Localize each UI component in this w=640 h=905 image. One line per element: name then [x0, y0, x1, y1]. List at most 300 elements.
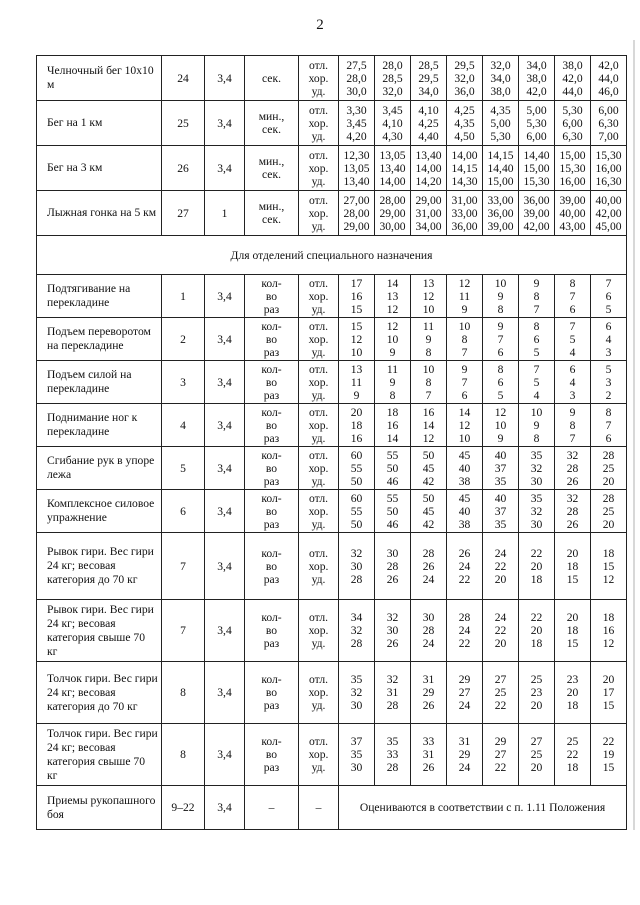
value: 7: [605, 418, 612, 432]
marks-stack: [299, 611, 338, 650]
value-stack: [411, 735, 446, 774]
value: 13,05: [343, 161, 370, 175]
value: 17: [350, 276, 363, 290]
unit-line: во: [265, 289, 278, 303]
mark-label: хор.: [308, 71, 329, 85]
category-cell: 3,4: [205, 662, 245, 724]
unit-line: во: [265, 375, 278, 389]
value: 5: [569, 332, 576, 346]
value-cell: [339, 404, 375, 447]
value: 18: [602, 611, 615, 624]
value: 25: [602, 504, 615, 518]
value: 6,00: [562, 116, 583, 130]
value: 16: [350, 431, 363, 445]
value: 28,00: [343, 206, 370, 220]
value-stack: [483, 735, 518, 774]
value: 12: [602, 637, 615, 650]
value: 27: [494, 748, 507, 761]
value-stack: [339, 735, 374, 774]
value: 19: [602, 748, 615, 761]
value-cell: [483, 600, 519, 662]
value: 29,5: [418, 71, 439, 85]
value-cell: [339, 533, 375, 600]
value-stack: [411, 104, 446, 143]
value-stack: [375, 673, 410, 712]
value-stack: [555, 194, 590, 233]
unit-stack: [245, 673, 298, 712]
mark-label: хор.: [308, 289, 329, 303]
value: 28: [350, 572, 363, 586]
mark-label: отл.: [308, 546, 329, 560]
value: 30,00: [379, 219, 406, 233]
value: 24: [494, 611, 507, 624]
marks-stack: [299, 492, 338, 531]
category-cell: 3,4: [205, 361, 245, 404]
value-stack: [411, 449, 446, 488]
value-cell: [447, 404, 483, 447]
value-stack: [411, 277, 446, 316]
exercise-name: Лыжная гонка на 5 км: [37, 191, 162, 236]
category-cell: 3,4: [205, 56, 245, 101]
value: 32,0: [454, 71, 475, 85]
value-stack: [555, 104, 590, 143]
value: 27: [530, 735, 543, 748]
value: 10: [494, 418, 507, 432]
marks-cell: [299, 404, 339, 447]
mark-label: уд.: [311, 761, 326, 774]
marks-cell: [299, 56, 339, 101]
value: 8: [425, 375, 432, 389]
value: 35: [494, 517, 507, 531]
value: 33,00: [487, 193, 514, 207]
value-stack: [555, 735, 590, 774]
value: 20: [602, 474, 615, 488]
value: 25: [566, 735, 579, 748]
value: 15: [566, 572, 579, 586]
value: 40: [494, 448, 507, 462]
unit-cell: [245, 447, 299, 490]
value: 31,00: [451, 193, 478, 207]
value: 11: [386, 362, 399, 376]
unit-stack: [245, 110, 298, 136]
value-stack: [375, 547, 410, 586]
value-cell: [339, 101, 375, 146]
value: 50: [386, 461, 399, 475]
value-cell: [591, 361, 627, 404]
value: 42,0: [526, 84, 547, 98]
value: 2: [605, 388, 612, 402]
value-stack: [339, 59, 374, 98]
value: 22: [602, 735, 615, 748]
value-cell: [447, 724, 483, 786]
value: 4,10: [418, 103, 439, 117]
value-cell: [555, 101, 591, 146]
value-cell: [483, 275, 519, 318]
exercise-name: Подъем переворотом на перекладине: [37, 318, 162, 361]
table-row: [37, 56, 627, 101]
value-cell: [339, 361, 375, 404]
category-cell: 3,4: [205, 533, 245, 600]
value: 4,50: [454, 129, 475, 143]
value: 7: [569, 431, 576, 445]
value: 4,25: [454, 103, 475, 117]
value-stack: [375, 611, 410, 650]
value-stack: [375, 59, 410, 98]
value: 6,00: [526, 129, 547, 143]
value: 14: [386, 431, 399, 445]
value: 28: [566, 461, 579, 475]
category-cell: 3,4: [205, 600, 245, 662]
exercise-number: 7: [162, 600, 205, 662]
value: 29: [458, 748, 471, 761]
value: 38: [458, 474, 471, 488]
value: 12: [602, 572, 615, 586]
value-cell: [375, 724, 411, 786]
value: 55: [386, 448, 399, 462]
value-stack: [375, 194, 410, 233]
table-row: [37, 191, 627, 236]
value: 14: [422, 418, 435, 432]
marks-cell: [299, 191, 339, 236]
value: 6: [461, 388, 468, 402]
value: 12: [422, 289, 435, 303]
value: 4,35: [454, 116, 475, 130]
value-cell: [375, 146, 411, 191]
value: 50: [350, 474, 363, 488]
value: 22: [494, 699, 507, 712]
mark-label: отл.: [308, 58, 329, 72]
value: 42: [422, 474, 435, 488]
marks-stack: [299, 104, 338, 143]
table-row: [37, 724, 627, 786]
value: 6: [497, 375, 504, 389]
marks-cell: [299, 533, 339, 600]
exercise-number: 4: [162, 404, 205, 447]
value-stack: [519, 59, 554, 98]
value: 36,00: [451, 219, 478, 233]
value: 31: [386, 686, 399, 699]
value: 5: [533, 375, 540, 389]
value: 5,00: [526, 103, 547, 117]
value: 26: [422, 559, 435, 573]
value-stack: [555, 673, 590, 712]
value-cell: [519, 600, 555, 662]
value-cell: [411, 724, 447, 786]
value-cell: [375, 361, 411, 404]
value: 6: [569, 362, 576, 376]
value-cell: [483, 724, 519, 786]
category-cell: 3,4: [205, 275, 245, 318]
value-cell: [375, 447, 411, 490]
category-cell: 3,4: [205, 786, 245, 830]
value-stack: [375, 735, 410, 774]
value: 30: [350, 761, 363, 774]
value: 15: [602, 761, 615, 774]
value: 29,00: [415, 193, 442, 207]
exercise-name: Комплексное силовое упражнение: [37, 490, 162, 533]
value-stack: [591, 492, 626, 531]
value: 20: [566, 611, 579, 624]
unit-cell: [245, 600, 299, 662]
value-cell: [483, 662, 519, 724]
unit-line: во: [265, 461, 278, 475]
value: 10: [530, 405, 543, 419]
value: 42,00: [523, 219, 550, 233]
value-cell: [447, 490, 483, 533]
unit-line: кол-: [261, 448, 282, 462]
exercise-number: 25: [162, 101, 205, 146]
value-cell: [447, 662, 483, 724]
value: 9: [389, 345, 396, 359]
value: 45: [422, 461, 435, 475]
value: 12: [386, 302, 399, 316]
unit-line: раз: [263, 699, 280, 712]
value-cell: [339, 662, 375, 724]
value: 46,0: [598, 84, 619, 98]
value: 50: [422, 448, 435, 462]
marks-stack: [299, 735, 338, 774]
value: 6: [569, 302, 576, 316]
value: 18: [386, 405, 399, 419]
exercise-number: 1: [162, 275, 205, 318]
value-stack: [555, 277, 590, 316]
value: 5,30: [562, 103, 583, 117]
value: 42: [422, 517, 435, 531]
category-cell: 3,4: [205, 101, 245, 146]
mark-label: отл.: [308, 405, 329, 419]
value: 60: [350, 491, 363, 505]
value-stack: [483, 673, 518, 712]
value: 20: [494, 572, 507, 586]
value: 6: [497, 345, 504, 359]
value-cell: [339, 318, 375, 361]
value: 50: [350, 517, 363, 531]
value: 11: [458, 289, 471, 303]
exercise-name: Сгибание рук в упоре лежа: [37, 447, 162, 490]
value: 31: [422, 748, 435, 761]
value: 35: [350, 673, 363, 686]
value-stack: [591, 611, 626, 650]
value: 34,00: [415, 219, 442, 233]
value: 8: [533, 289, 540, 303]
value-cell: [591, 404, 627, 447]
value-stack: [375, 149, 410, 188]
value: 18: [530, 572, 543, 586]
value: 4,30: [382, 129, 403, 143]
value-stack: [447, 449, 482, 488]
marks-stack: [299, 449, 338, 488]
value: 7: [461, 345, 468, 359]
value: 24: [458, 761, 471, 774]
unit-line: мин.,: [258, 110, 285, 123]
value-stack: [411, 611, 446, 650]
value-stack: [375, 449, 410, 488]
value: 38,0: [562, 58, 583, 72]
value-cell: [411, 56, 447, 101]
value: 38: [458, 517, 471, 531]
value-stack: [591, 547, 626, 586]
value-stack: [447, 673, 482, 712]
value: 40,00: [559, 206, 586, 220]
value: 16,30: [595, 174, 622, 188]
value: 12: [458, 276, 471, 290]
value-cell: [375, 56, 411, 101]
value-stack: [375, 320, 410, 359]
value-cell: [591, 191, 627, 236]
marks-cell: [299, 146, 339, 191]
value-stack: [483, 547, 518, 586]
value: 32: [350, 686, 363, 699]
exercise-number: 8: [162, 662, 205, 724]
unit-line: раз: [263, 474, 280, 488]
value: 45: [458, 448, 471, 462]
exercise-name: Подъем силой на перекладине: [37, 361, 162, 404]
value: 8: [533, 319, 540, 333]
value: 55: [350, 504, 363, 518]
value: 14,00: [415, 161, 442, 175]
value: 38,0: [490, 84, 511, 98]
value: 39,00: [559, 193, 586, 207]
value: 24: [494, 546, 507, 560]
value-stack: [375, 277, 410, 316]
marks-stack: [299, 547, 338, 586]
value: 14,40: [487, 161, 514, 175]
value: 31: [422, 673, 435, 686]
unit-stack: [245, 735, 298, 774]
value-cell: [555, 361, 591, 404]
value: 25: [602, 461, 615, 475]
value: 32: [566, 491, 579, 505]
value: 34,0: [418, 84, 439, 98]
unit-line: раз: [263, 431, 280, 445]
value-stack: [411, 194, 446, 233]
unit-stack: [245, 611, 298, 650]
table-row: [37, 490, 627, 533]
value: 7: [425, 388, 432, 402]
exercise-name: Рывок гири. Вес гири 24 кг; весовая категория свыше 70 кг: [37, 600, 162, 662]
value-stack: [375, 104, 410, 143]
value: 11: [350, 375, 363, 389]
value-cell: [519, 404, 555, 447]
unit-line: кол-: [261, 362, 282, 376]
value: 3,45: [382, 103, 403, 117]
value-cell: [483, 191, 519, 236]
table-row: [37, 447, 627, 490]
value: 24: [422, 572, 435, 586]
value-cell: [591, 447, 627, 490]
value: 30: [350, 699, 363, 712]
value: 30: [530, 517, 543, 531]
unit-line: во: [265, 418, 278, 432]
value: 39,00: [487, 219, 514, 233]
value: 29: [422, 686, 435, 699]
value-stack: [483, 277, 518, 316]
value-stack: [447, 320, 482, 359]
exercise-number: 24: [162, 56, 205, 101]
mark-label: уд.: [311, 637, 326, 650]
value: 24: [458, 699, 471, 712]
value: 29: [494, 735, 507, 748]
value: 3,45: [346, 116, 367, 130]
value: 42,0: [562, 71, 583, 85]
value-cell: [411, 600, 447, 662]
value: 5: [605, 302, 612, 316]
table-row: [37, 101, 627, 146]
exercise-name: Поднимание ног к перекладине: [37, 404, 162, 447]
marks-stack: [299, 320, 338, 359]
value: 28: [350, 637, 363, 650]
scan-edge-line: [633, 40, 635, 830]
value: 15: [602, 699, 615, 712]
marks-cell: [299, 101, 339, 146]
value: 8: [461, 332, 468, 346]
value-stack: [339, 406, 374, 445]
value: 14,00: [451, 148, 478, 162]
value: 20: [602, 517, 615, 531]
value: 15,00: [487, 174, 514, 188]
marks-cell: [299, 724, 339, 786]
value: 40: [458, 461, 471, 475]
value-stack: [339, 277, 374, 316]
mark-label: уд.: [311, 699, 326, 712]
value: 4,40: [418, 129, 439, 143]
value: 22: [494, 624, 507, 637]
value: 30: [386, 546, 399, 560]
unit-line: во: [265, 559, 278, 573]
value: 15,00: [559, 148, 586, 162]
unit-cell: [245, 146, 299, 191]
value: 7: [461, 375, 468, 389]
value: 22: [458, 637, 471, 650]
value: 45: [458, 491, 471, 505]
value: 18: [566, 559, 579, 573]
value-cell: [519, 533, 555, 600]
value: 28,0: [382, 58, 403, 72]
value: 14: [458, 405, 471, 419]
unit-line: во: [265, 686, 278, 699]
mark-label: уд.: [311, 517, 326, 531]
category-cell: 3,4: [205, 146, 245, 191]
mark-label: уд.: [311, 345, 326, 359]
value-stack: [411, 320, 446, 359]
unit-cell: [245, 101, 299, 146]
value: 36,0: [454, 84, 475, 98]
marks-stack: [299, 277, 338, 316]
mark-label: отл.: [308, 319, 329, 333]
value: 32: [566, 448, 579, 462]
value-stack: [447, 59, 482, 98]
value: 28,5: [382, 71, 403, 85]
value: 8: [497, 302, 504, 316]
value: 12: [422, 431, 435, 445]
value: 24: [422, 637, 435, 650]
value-stack: [591, 104, 626, 143]
value: 44,0: [562, 84, 583, 98]
value-stack: [555, 547, 590, 586]
value-stack: [375, 406, 410, 445]
value: 9: [497, 431, 504, 445]
unit-line: кол-: [261, 611, 282, 624]
table-row: [37, 275, 627, 318]
value-cell: [591, 662, 627, 724]
value-stack: [555, 149, 590, 188]
value: 9: [461, 362, 468, 376]
value: 6: [605, 431, 612, 445]
mark-label: хор.: [308, 686, 329, 699]
value-cell: [339, 56, 375, 101]
value: 32: [386, 673, 399, 686]
value-stack: [339, 363, 374, 402]
